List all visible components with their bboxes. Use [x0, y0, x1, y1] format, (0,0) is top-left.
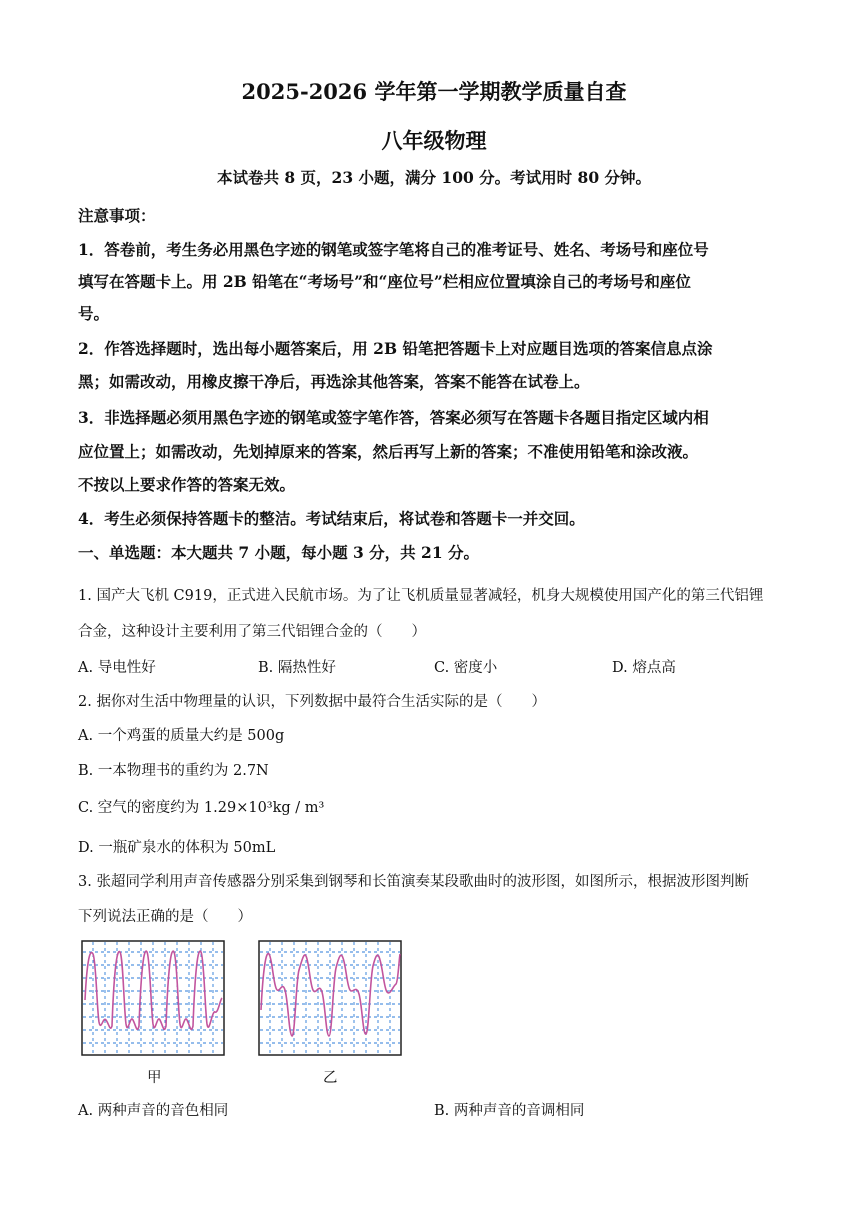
section-heading: 一、单选题：本大题共 7 小题，每小题 3 分，共 21 分。 — [78, 543, 480, 562]
notes-line: 不按以上要求作答的答案无效。 — [78, 475, 296, 494]
figure-label-yi: 乙 — [323, 1070, 338, 1086]
figure-label-jia: 甲 — [147, 1070, 162, 1086]
notes-line: 2．作答选择题时，选出每小题答案后，用 2B 铅笔把答题卡上对应题目选项的答案信息点涂 — [78, 339, 713, 358]
notes-line: 应位置上；如需改动，先划掉原来的答案，然后再写上新的答案；不准使用铅笔和涂改液。 — [78, 442, 699, 461]
notes-heading: 注意事项： — [78, 206, 156, 225]
question-3-option-a: A. 两种声音的音色相同 — [78, 1103, 229, 1119]
question-1-stem: 1. 国产大飞机 C919，正式进入民航市场。为了让飞机质量显著减轻，机身大规模使用国产化的第三代铝锂 — [78, 588, 764, 604]
question-1-option-b: B. 隔热性好 — [258, 660, 336, 676]
question-2-stem: 2. 据你对生活中物理量的认识，下列数据中最符合生活实际的是（ ） — [78, 694, 546, 710]
question-1-option-c: C. 密度小 — [434, 660, 498, 676]
question-1-option-d: D. 熔点高 — [612, 660, 676, 676]
question-2-option-b: B. 一本物理书的重约为 2.7N — [78, 763, 269, 779]
exam-title: 2025-2026 学年第一学期教学质量自查 — [241, 79, 627, 104]
notes-line: 3．非选择题必须用黑色字迹的钢笔或签字笔作答，答案必须写在答题卡各题目指定区域内相 — [78, 408, 709, 427]
notes-line: 1．答卷前，考生务必用黑色字迹的钢笔或签字笔将自己的准考证号、姓名、考场号和座位号 — [78, 240, 709, 259]
question-1-option-a: A. 导电性好 — [78, 660, 156, 676]
exam-info: 本试卷共 8 页，23 小题，满分 100 分。考试用时 80 分钟。 — [216, 168, 652, 187]
question-2-option-c: C. 空气的密度约为 1.29×10³kg / m³ — [78, 800, 325, 816]
question-2-option-a: A. 一个鸡蛋的质量大约是 500g — [78, 728, 285, 744]
notes-line: 黑；如需改动，用橡皮擦干净后，再选涂其他答案，答案不能答在试卷上。 — [78, 372, 590, 391]
question-3-option-b: B. 两种声音的音调相同 — [434, 1103, 585, 1119]
question-3-stem-cont: 下列说法正确的是（ ） — [78, 909, 252, 925]
waveform-figure-yi — [258, 940, 403, 1057]
notes-line: 填写在答题卡上。用 2B 铅笔在“考场号”和“座位号”栏相应位置填涂自己的考场号和座位 — [78, 272, 691, 291]
notes-line: 号。 — [78, 304, 110, 323]
notes-line: 4．考生必须保持答题卡的整洁。考试结束后，将试卷和答题卡一并交回。 — [78, 509, 585, 528]
question-3-stem: 3. 张超同学利用声音传感器分别采集到钢琴和长笛演奏某段歌曲时的波形图，如图所示，根据波形图判断 — [78, 874, 749, 890]
waveform-figure-jia — [81, 940, 226, 1057]
exam-subject: 八年级物理 — [381, 128, 487, 153]
question-1-stem-cont: 合金，这种设计主要利用了第三代铝锂合金的（ ） — [78, 624, 426, 640]
question-2-option-d: D. 一瓶矿泉水的体积为 50mL — [78, 840, 276, 856]
